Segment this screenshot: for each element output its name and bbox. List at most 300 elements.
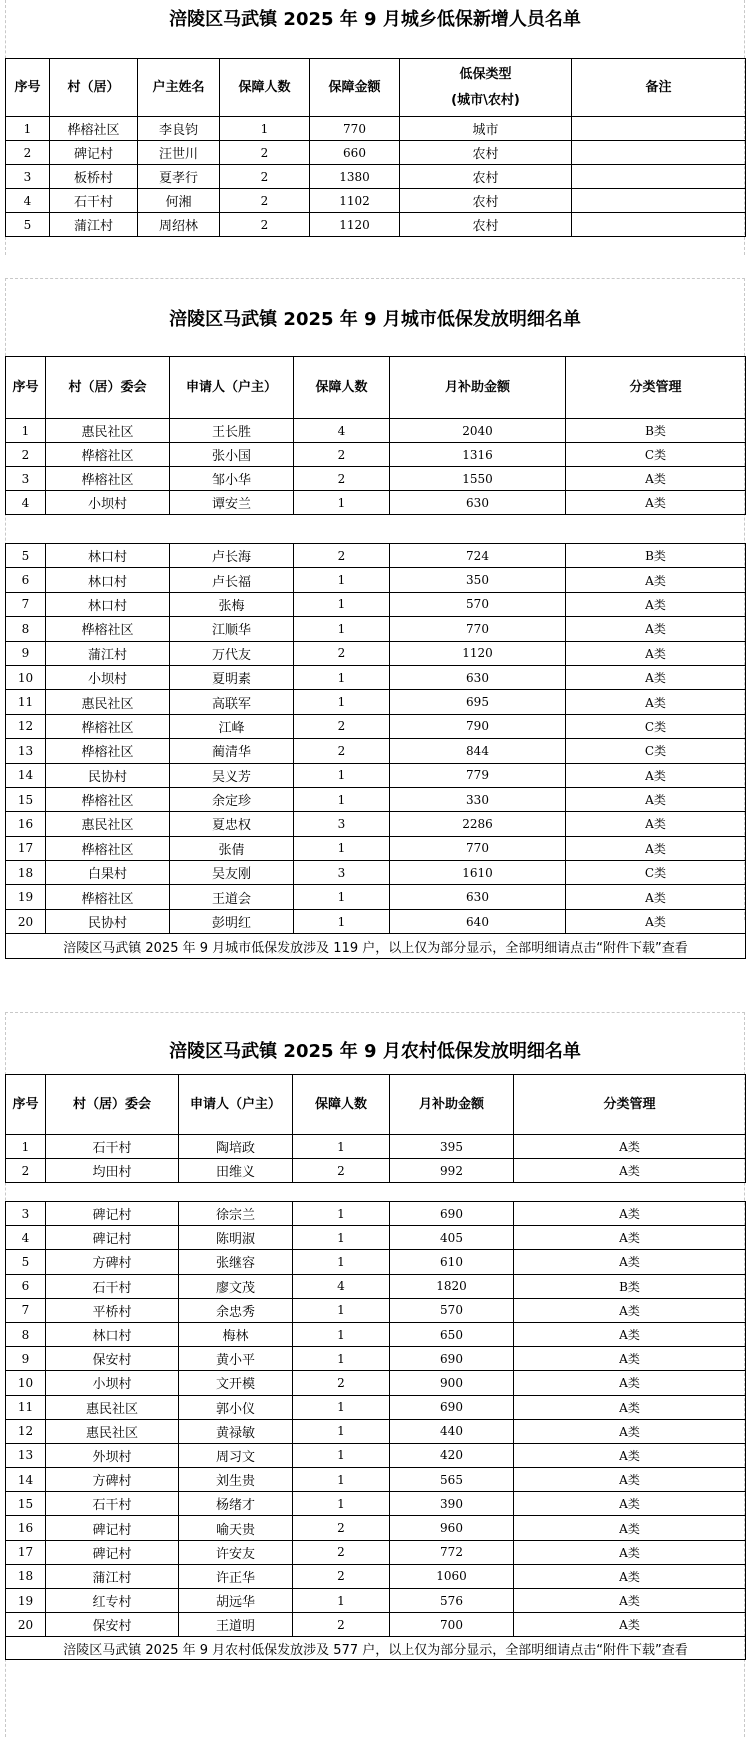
- table-cell: 3: [6, 1202, 46, 1226]
- table-cell: 20: [6, 1613, 46, 1637]
- table-cell: 10: [6, 665, 46, 689]
- table-cell: 余定珍: [170, 787, 294, 811]
- table-row: [6, 1298, 746, 1322]
- table-cell: 桦榕社区: [46, 467, 170, 491]
- table-cell: 20: [6, 909, 46, 933]
- table-cell: 小坝村: [46, 491, 170, 515]
- table-cell: 15: [6, 1492, 46, 1516]
- table-cell: 小坝村: [46, 665, 170, 689]
- table-row: [6, 714, 746, 738]
- table-cell: 420: [390, 1443, 514, 1467]
- table-cell: 15: [6, 787, 46, 811]
- table-cell: 林口村: [46, 544, 170, 568]
- table-cell: 2: [293, 1516, 390, 1540]
- rural-section: [5, 1012, 745, 1737]
- table-row: [6, 213, 746, 237]
- table-cell: 小坝村: [46, 1371, 179, 1395]
- table-cell: A类: [566, 617, 746, 641]
- table-cell: 1: [294, 491, 390, 515]
- table-cell: 9: [6, 1347, 46, 1371]
- table-cell: 刘生贵: [179, 1468, 293, 1492]
- header-cell: 分类管理: [514, 1075, 746, 1135]
- table-cell: [572, 213, 746, 237]
- table-cell: 1: [293, 1492, 390, 1516]
- table-row: [6, 1159, 746, 1183]
- table-cell: 碑记村: [46, 1226, 179, 1250]
- table-row: [6, 641, 746, 665]
- table-cell: 770: [390, 836, 566, 860]
- table-cell: 650: [390, 1322, 514, 1346]
- table-row: [6, 1135, 746, 1159]
- table-row: [6, 1250, 746, 1274]
- table-cell: 570: [390, 592, 566, 616]
- table-cell: B类: [514, 1274, 746, 1298]
- table-cell: 1: [6, 117, 50, 141]
- table-cell: 白果村: [46, 861, 170, 885]
- table-cell: A类: [514, 1347, 746, 1371]
- table-cell: 黄禄敏: [179, 1419, 293, 1443]
- table-cell: A类: [514, 1468, 746, 1492]
- table-cell: A类: [514, 1540, 746, 1564]
- table-cell: A类: [514, 1613, 746, 1637]
- table-cell: [572, 117, 746, 141]
- table-row: [6, 1443, 746, 1467]
- table-cell: 8: [6, 617, 46, 641]
- table-cell: 4: [294, 419, 390, 443]
- table-cell: 1: [294, 909, 390, 933]
- table-row: [6, 1274, 746, 1298]
- table-cell: 2: [293, 1159, 390, 1183]
- table-cell: 方碑村: [46, 1468, 179, 1492]
- table-cell: 梅林: [179, 1322, 293, 1346]
- table-cell: 844: [390, 739, 566, 763]
- table-row: [6, 836, 746, 860]
- table-cell: 2: [294, 739, 390, 763]
- table-row: [6, 1564, 746, 1588]
- table-cell: 王道会: [170, 885, 294, 909]
- table-cell: 630: [390, 885, 566, 909]
- table-row: [6, 861, 746, 885]
- table-cell: 农村: [400, 213, 572, 237]
- table-row: [6, 165, 746, 189]
- table-cell: 3: [294, 861, 390, 885]
- table-cell: 12: [6, 1419, 46, 1443]
- table-cell: 8: [6, 1322, 46, 1346]
- table-cell: 高联军: [170, 690, 294, 714]
- header-cell: 申请人（户主）: [179, 1075, 293, 1135]
- table-row: [6, 592, 746, 616]
- new-recipients-table: [5, 58, 746, 237]
- table-cell: 1380: [310, 165, 400, 189]
- table-cell: 440: [390, 1419, 514, 1443]
- table-cell: A类: [514, 1202, 746, 1226]
- table-cell: 395: [390, 1135, 514, 1159]
- table-cell: 邹小华: [170, 467, 294, 491]
- table-cell: 红专村: [46, 1589, 179, 1613]
- table-cell: 790: [390, 714, 566, 738]
- table-cell: 724: [390, 544, 566, 568]
- urban-table-top: [5, 356, 746, 515]
- table-cell: 2: [293, 1564, 390, 1588]
- table-cell: 640: [390, 909, 566, 933]
- table-cell: 1: [220, 117, 310, 141]
- table-cell: 惠民社区: [46, 812, 170, 836]
- table-cell: 690: [390, 1202, 514, 1226]
- table-cell: 江顺华: [170, 617, 294, 641]
- table-cell: 民协村: [46, 763, 170, 787]
- table-cell: 6: [6, 568, 46, 592]
- table-cell: 桦榕社区: [46, 443, 170, 467]
- table-cell: A类: [514, 1371, 746, 1395]
- header-cell: 序号: [6, 357, 46, 419]
- rural-footer-row: [6, 1637, 746, 1660]
- table-cell: 碑记村: [46, 1202, 179, 1226]
- table-cell: 保安村: [46, 1347, 179, 1371]
- table-row: [6, 419, 746, 443]
- table-cell: 吴义芳: [170, 763, 294, 787]
- table-cell: 王道明: [179, 1613, 293, 1637]
- table-cell: 1316: [390, 443, 566, 467]
- table-cell: 1820: [390, 1274, 514, 1298]
- table-cell: 民协村: [46, 909, 170, 933]
- table-cell: 惠民社区: [46, 690, 170, 714]
- table-cell: 2: [294, 544, 390, 568]
- table-row: [6, 443, 746, 467]
- table-cell: 保安村: [46, 1613, 179, 1637]
- table-cell: 1: [293, 1135, 390, 1159]
- table-cell: 4: [6, 189, 50, 213]
- table-cell: 彭明红: [170, 909, 294, 933]
- table-cell: 桦榕社区: [46, 787, 170, 811]
- table-cell: 2: [293, 1371, 390, 1395]
- table-cell: 桦榕社区: [46, 836, 170, 860]
- table-row: [6, 739, 746, 763]
- table-row: [6, 909, 746, 933]
- table-cell: A类: [514, 1322, 746, 1346]
- table-cell: 杨绪才: [179, 1492, 293, 1516]
- table-cell: 1: [6, 1135, 46, 1159]
- table-cell: 772: [390, 1540, 514, 1564]
- table-row: [6, 885, 746, 909]
- table-cell: 蔺清华: [170, 739, 294, 763]
- table-cell: 林口村: [46, 1322, 179, 1346]
- table-cell: 蒲江村: [46, 641, 170, 665]
- table-row: [6, 763, 746, 787]
- table-cell: 992: [390, 1159, 514, 1183]
- table-cell: 徐宗兰: [179, 1202, 293, 1226]
- table-header-row: [6, 59, 746, 117]
- table-cell: 2: [6, 141, 50, 165]
- urban-title: 涪陵区马武镇 2025 年 9 月城市低保发放明细名单: [169, 309, 581, 330]
- table-cell: 19: [6, 885, 46, 909]
- table-cell: 779: [390, 763, 566, 787]
- table-cell: 陈明淑: [179, 1226, 293, 1250]
- table-cell: 630: [390, 491, 566, 515]
- table-cell: 14: [6, 1468, 46, 1492]
- table-cell: 350: [390, 568, 566, 592]
- table-cell: 1: [294, 787, 390, 811]
- table-cell: 农村: [400, 141, 572, 165]
- header-cell: 保障金额: [310, 59, 400, 117]
- table-cell: 3: [6, 467, 46, 491]
- table-row: [6, 1492, 746, 1516]
- table-cell: 2: [6, 443, 46, 467]
- table-cell: 方碑村: [46, 1250, 179, 1274]
- header-cell: 序号: [6, 59, 50, 117]
- table-cell: 林口村: [46, 568, 170, 592]
- table-cell: A类: [514, 1516, 746, 1540]
- table-cell: 惠民社区: [46, 1395, 179, 1419]
- table-cell: [572, 189, 746, 213]
- table-cell: 许安友: [179, 1540, 293, 1564]
- table-row: [6, 544, 746, 568]
- table-cell: 690: [390, 1395, 514, 1419]
- table-cell: 碑记村: [46, 1540, 179, 1564]
- table-cell: 10: [6, 1371, 46, 1395]
- section-border: [5, 278, 745, 279]
- table-cell: 2: [220, 213, 310, 237]
- new-recipients-title: 涪陵区马武镇 2025 年 9 月城乡低保新增人员名单: [169, 9, 581, 30]
- table-row: [6, 1322, 746, 1346]
- table-header-row: [6, 357, 746, 419]
- table-cell: 桦榕社区: [50, 117, 138, 141]
- table-cell: 谭安兰: [170, 491, 294, 515]
- table-cell: 565: [390, 1468, 514, 1492]
- table-cell: 1: [294, 763, 390, 787]
- table-cell: 郭小仪: [179, 1395, 293, 1419]
- table-cell: 5: [6, 544, 46, 568]
- table-cell: 1: [293, 1419, 390, 1443]
- header-cell: 村（居）委会: [46, 1075, 179, 1135]
- table-cell: 1: [294, 690, 390, 714]
- table-cell: 张倩: [170, 836, 294, 860]
- table-cell: 石干村: [46, 1492, 179, 1516]
- table-cell: 夏明素: [170, 665, 294, 689]
- table-cell: 1060: [390, 1564, 514, 1588]
- table-cell: 夏孝行: [138, 165, 220, 189]
- table-cell: A类: [514, 1298, 746, 1322]
- table-cell: 695: [390, 690, 566, 714]
- table-cell: 2: [294, 714, 390, 738]
- table-cell: 2286: [390, 812, 566, 836]
- table-cell: 2: [294, 467, 390, 491]
- table-cell: A类: [514, 1395, 746, 1419]
- table-cell: 690: [390, 1347, 514, 1371]
- table-cell: 1: [294, 617, 390, 641]
- table-cell: [572, 165, 746, 189]
- table-cell: 1: [293, 1443, 390, 1467]
- table-cell: A类: [514, 1250, 746, 1274]
- table-row: [6, 1613, 746, 1637]
- table-cell: A类: [514, 1589, 746, 1613]
- table-cell: 13: [6, 739, 46, 763]
- table-cell: 万代友: [170, 641, 294, 665]
- table-cell: 蒲江村: [46, 1564, 179, 1588]
- table-cell: 9: [6, 641, 46, 665]
- new-recipients-section: [5, 0, 745, 255]
- table-cell: 11: [6, 1395, 46, 1419]
- table-cell: [572, 141, 746, 165]
- table-cell: A类: [566, 690, 746, 714]
- table-cell: 汪世川: [138, 141, 220, 165]
- table-row: [6, 189, 746, 213]
- table-cell: 1: [293, 1347, 390, 1371]
- table-cell: 5: [6, 213, 50, 237]
- table-cell: A类: [566, 909, 746, 933]
- table-cell: 960: [390, 1516, 514, 1540]
- table-cell: 4: [6, 491, 46, 515]
- table-cell: 外坝村: [46, 1443, 179, 1467]
- table-cell: C类: [566, 714, 746, 738]
- table-row: [6, 117, 746, 141]
- table-cell: 文开模: [179, 1371, 293, 1395]
- table-row: [6, 1516, 746, 1540]
- table-cell: 碑记村: [46, 1516, 179, 1540]
- table-cell: 18: [6, 861, 46, 885]
- table-row: [6, 665, 746, 689]
- table-cell: 石干村: [46, 1135, 179, 1159]
- table-cell: 3: [294, 812, 390, 836]
- table-cell: 卢长海: [170, 544, 294, 568]
- table-cell: 770: [310, 117, 400, 141]
- header-cell: 月补助金额: [390, 357, 566, 419]
- header-cell-type: [400, 59, 572, 117]
- header-cell: 保障人数: [220, 59, 310, 117]
- table-cell: 田维义: [179, 1159, 293, 1183]
- urban-footer-note: 涪陵区马武镇 2025 年 9 月城市低保发放涉及 119 户，以上仅为部分显示，全部明细请点击“附件下载”查看: [6, 934, 746, 959]
- type-header-sub: (城市\农村): [451, 92, 520, 108]
- table-cell: 1: [293, 1322, 390, 1346]
- table-cell: 卢长福: [170, 568, 294, 592]
- table-row: [6, 491, 746, 515]
- table-cell: 城市: [400, 117, 572, 141]
- header-cell: 村（居）委会: [46, 357, 170, 419]
- header-cell: 分类管理: [566, 357, 746, 419]
- header-cell: 备注: [572, 59, 746, 117]
- table-cell: 1: [294, 665, 390, 689]
- table-row: [6, 568, 746, 592]
- table-cell: 均田村: [46, 1159, 179, 1183]
- table-cell: 胡远华: [179, 1589, 293, 1613]
- table-cell: 桦榕社区: [46, 739, 170, 763]
- table-cell: 2: [293, 1613, 390, 1637]
- table-cell: 1: [6, 419, 46, 443]
- table-cell: 石干村: [50, 189, 138, 213]
- table-cell: A类: [566, 568, 746, 592]
- table-cell: A类: [566, 812, 746, 836]
- table-row: [6, 1347, 746, 1371]
- table-row: [6, 690, 746, 714]
- table-cell: A类: [566, 836, 746, 860]
- table-cell: A类: [514, 1492, 746, 1516]
- table-cell: 李良钧: [138, 117, 220, 141]
- table-cell: 576: [390, 1589, 514, 1613]
- table-cell: 2: [220, 165, 310, 189]
- table-cell: A类: [514, 1564, 746, 1588]
- header-cell: 保障人数: [293, 1075, 390, 1135]
- table-row: [6, 812, 746, 836]
- table-row: [6, 1371, 746, 1395]
- table-cell: 4: [6, 1226, 46, 1250]
- table-cell: 405: [390, 1226, 514, 1250]
- table-cell: 石干村: [46, 1274, 179, 1298]
- header-cell: 月补助金额: [390, 1075, 514, 1135]
- table-cell: 王长胜: [170, 419, 294, 443]
- header-cell: 村（居）: [50, 59, 138, 117]
- table-row: [6, 1589, 746, 1613]
- table-cell: 张小国: [170, 443, 294, 467]
- table-cell: 陶培政: [179, 1135, 293, 1159]
- table-cell: 1120: [390, 641, 566, 665]
- table-cell: A类: [514, 1135, 746, 1159]
- table-row: [6, 141, 746, 165]
- table-cell: 17: [6, 1540, 46, 1564]
- table-row: [6, 1395, 746, 1419]
- table-cell: 6: [6, 1274, 46, 1298]
- table-cell: 农村: [400, 189, 572, 213]
- table-row: [6, 787, 746, 811]
- table-cell: 夏忠权: [170, 812, 294, 836]
- table-cell: C类: [566, 443, 746, 467]
- table-cell: A类: [566, 763, 746, 787]
- header-cell: 序号: [6, 1075, 46, 1135]
- table-cell: 余忠秀: [179, 1298, 293, 1322]
- rural-table-bottom: [5, 1201, 746, 1660]
- table-cell: 板桥村: [50, 165, 138, 189]
- table-cell: 黄小平: [179, 1347, 293, 1371]
- table-cell: 1: [294, 885, 390, 909]
- urban-section: [5, 278, 745, 956]
- table-cell: 张梅: [170, 592, 294, 616]
- table-cell: 390: [390, 1492, 514, 1516]
- table-cell: A类: [566, 641, 746, 665]
- table-cell: 2: [220, 141, 310, 165]
- table-cell: 1: [293, 1468, 390, 1492]
- table-cell: 570: [390, 1298, 514, 1322]
- table-cell: 610: [390, 1250, 514, 1274]
- urban-table-bottom: [5, 543, 746, 959]
- table-cell: 16: [6, 1516, 46, 1540]
- table-cell: 桦榕社区: [46, 885, 170, 909]
- section-border: [5, 1012, 745, 1013]
- table-cell: A类: [514, 1419, 746, 1443]
- table-cell: A类: [566, 467, 746, 491]
- table-cell: 桦榕社区: [46, 617, 170, 641]
- table-cell: 330: [390, 787, 566, 811]
- type-header-main: 低保类型: [459, 66, 512, 82]
- table-row: [6, 1226, 746, 1250]
- table-cell: 700: [390, 1613, 514, 1637]
- table-row: [6, 1202, 746, 1226]
- table-cell: 1: [293, 1298, 390, 1322]
- table-cell: C类: [566, 739, 746, 763]
- table-cell: 1: [294, 592, 390, 616]
- table-row: [6, 1540, 746, 1564]
- table-cell: 1120: [310, 213, 400, 237]
- table-row: [6, 467, 746, 491]
- table-cell: 11: [6, 690, 46, 714]
- rural-title: 涪陵区马武镇 2025 年 9 月农村低保发放明细名单: [169, 1041, 581, 1062]
- table-cell: 江峰: [170, 714, 294, 738]
- table-cell: 7: [6, 592, 46, 616]
- table-cell: 喻天贵: [179, 1516, 293, 1540]
- table-cell: 1: [294, 836, 390, 860]
- table-cell: 周绍林: [138, 213, 220, 237]
- table-cell: 1: [293, 1589, 390, 1613]
- table-cell: 吴友刚: [170, 861, 294, 885]
- table-cell: 5: [6, 1250, 46, 1274]
- table-cell: 1: [293, 1202, 390, 1226]
